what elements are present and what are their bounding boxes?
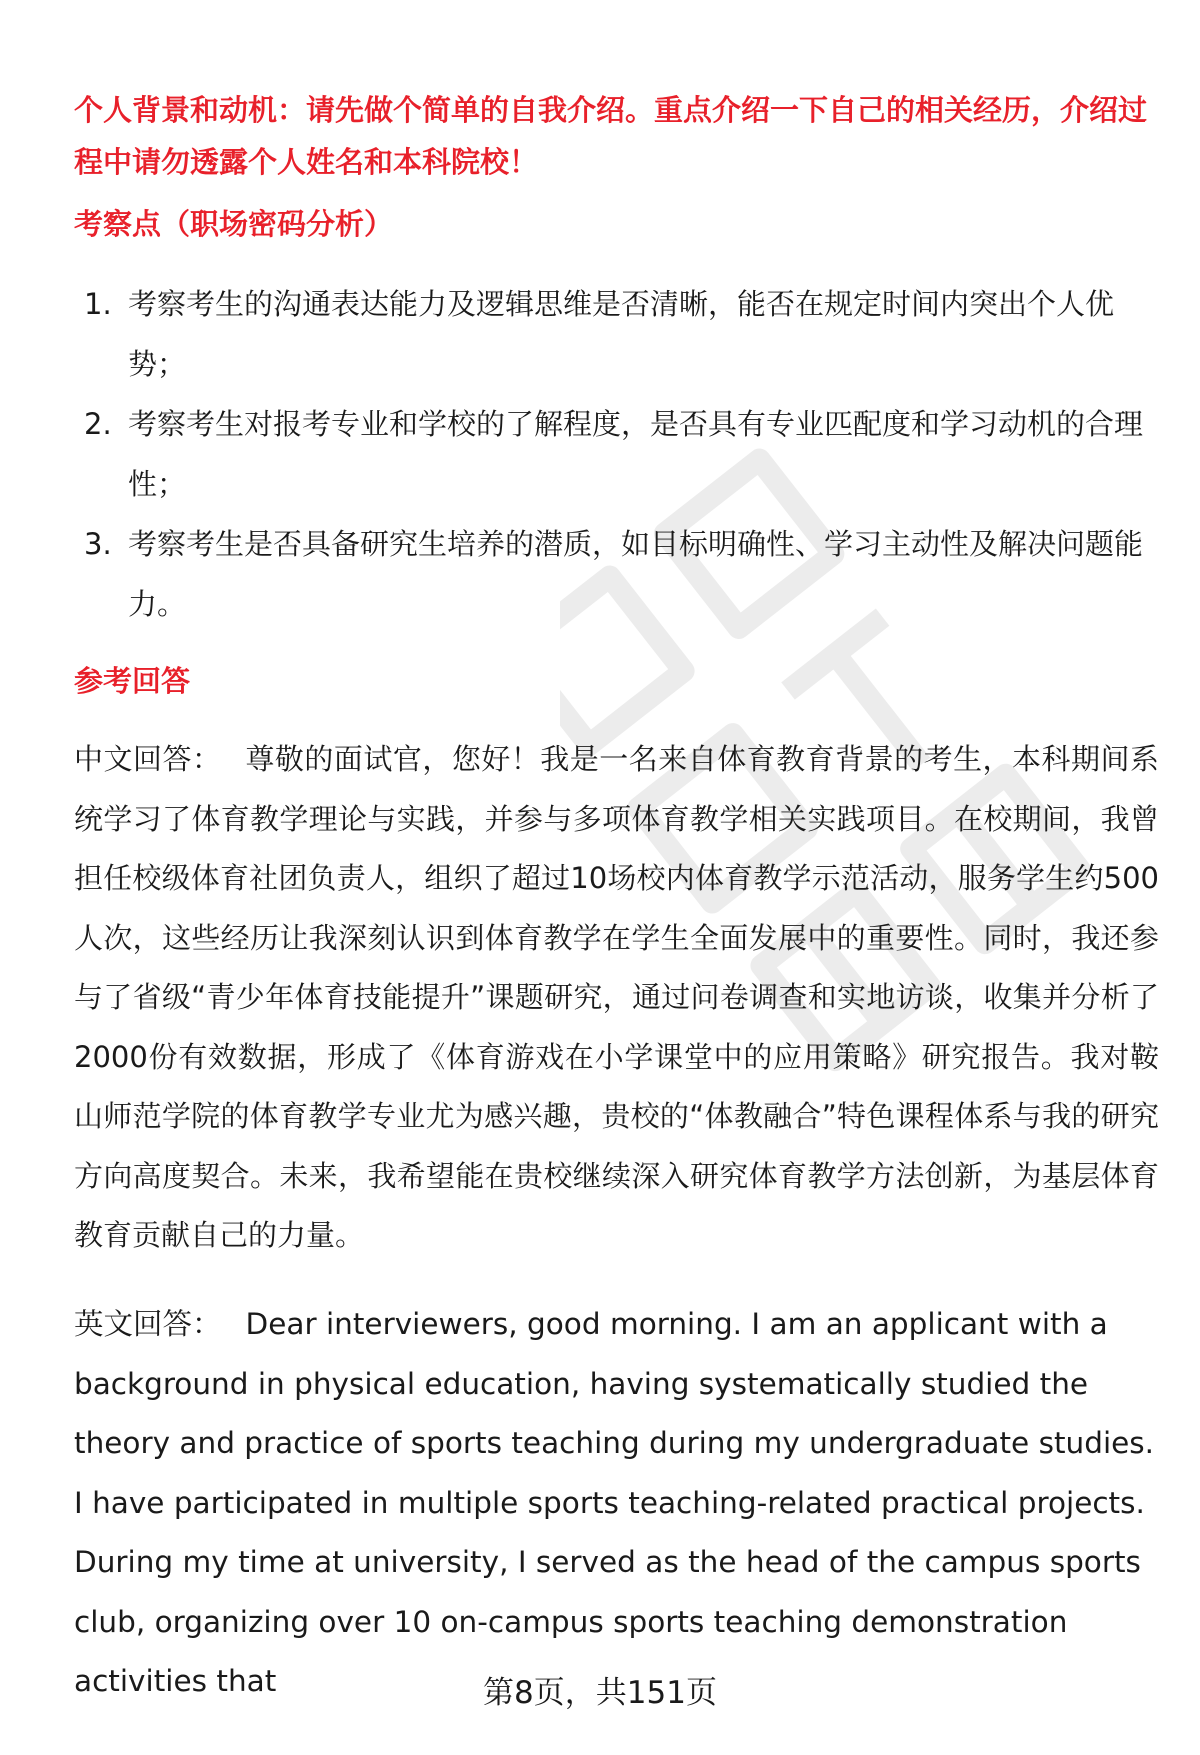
english-answer-text: Dear interviewers, good morning. I am an applicant with a background in physical education, having systematically studied the theory and practice of sports teaching during my undergraduate studies. I have participated in multiple sports teaching-related practical projects. During my time at university, I served as the head of the campus sports club, organizing over 10 on-campus sports teaching demonstration activities that [74, 1307, 1155, 1698]
list-item-text: 考察考生的沟通表达能力及逻辑思维是否清晰，能否在规定时间内突出个人优势； [128, 287, 1115, 381]
focus-list [74, 274, 1154, 634]
list-item [74, 394, 1154, 514]
reference-heading: 参考回答 [74, 664, 191, 698]
chinese-answer [74, 730, 1159, 1266]
list-item-number: 1. [84, 287, 112, 321]
list-item-number: 3. [84, 527, 112, 561]
list-item [74, 514, 1154, 634]
english-answer [74, 1295, 1159, 1712]
chinese-answer-label: 中文回答： [74, 742, 222, 776]
focus-heading: 考察点（职场密码分析） [74, 207, 394, 241]
list-item [74, 274, 1154, 394]
list-item-text: 考察考生对报考专业和学校的了解程度，是否具有专业匹配度和学习动机的合理性； [128, 407, 1144, 501]
list-item-number: 2. [84, 407, 112, 441]
question-title: 个人背景和动机：请先做个简单的自我介绍。重点介绍一下自己的相关经历，介绍过程中请勿透露个人姓名和本科院校！ [74, 93, 1148, 179]
page-number: 第8页，共151页 [483, 1675, 717, 1711]
chinese-answer-text: 尊敬的面试官，您好！我是一名来自体育教育背景的考生，本科期间系统学习了体育教学理论与实践，并参与多项体育教学相关实践项目。在校期间，我曾担任校级体育社团负责人，组织了超过10场校内体育教学示范活动，服务学生约500人次，这些经历让我深刻认识到体育教学在学生全面发展中的重要性。同时，我还参与了省级“青少年体育技能提升”课题研究，通过问卷调查和实地访谈，收集并分析了2000份有效数据，形成了《体育游戏在小学课堂中的应用策略》研究报告。我对鞍山师范学院的体育教学专业尤为感兴趣，贵校的“体教融合”特色课程体系与我的研究方向高度契合。未来，我希望能在贵校继续深入研究体育教学方法创新，为基层体育教育贡献自己的力量。 [74, 742, 1159, 1252]
list-item-text: 考察考生是否具备研究生培养的潜质，如目标明确性、学习主动性及解决问题能力。 [128, 527, 1144, 621]
english-answer-label: 英文回答： [74, 1307, 222, 1341]
